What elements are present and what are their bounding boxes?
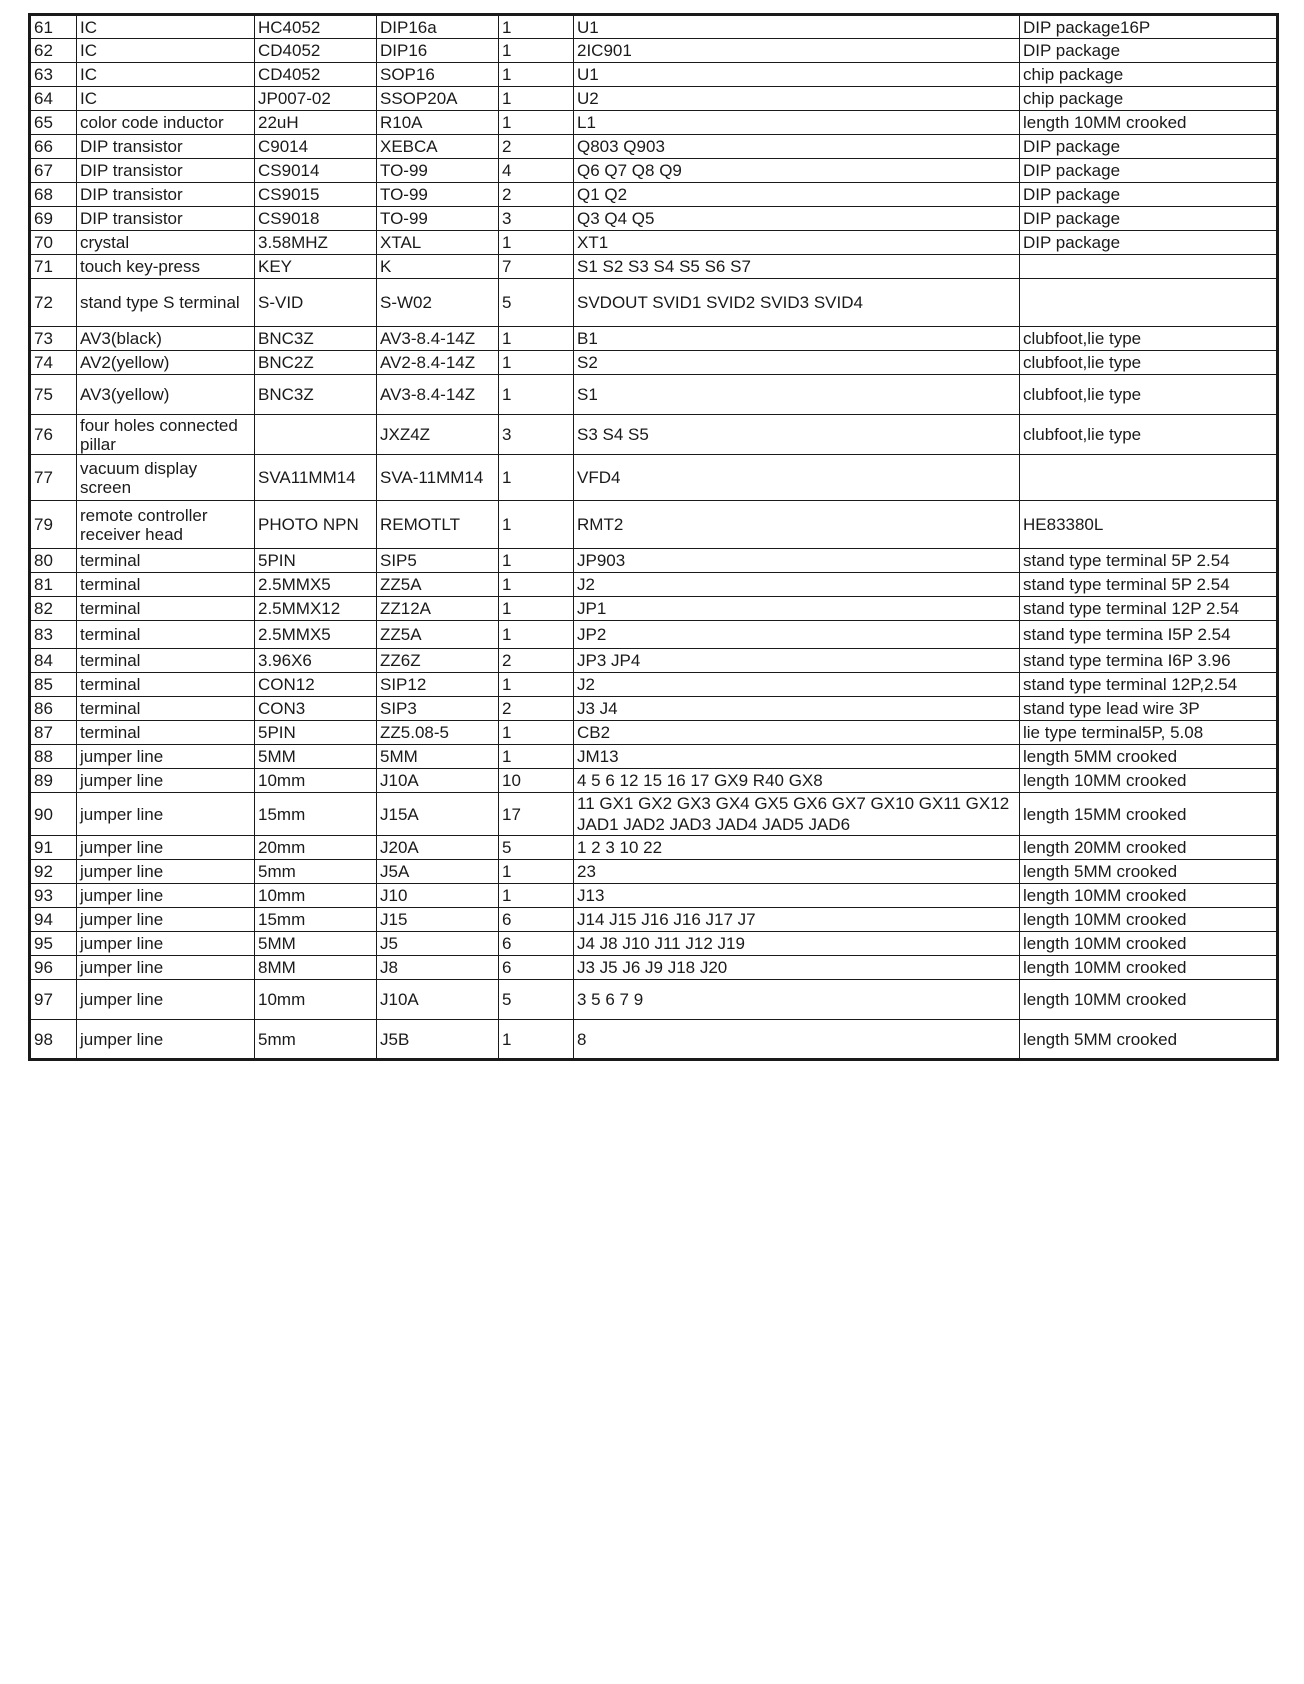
remark-cell: clubfoot,lie type: [1020, 375, 1278, 415]
remark-cell: stand type termina I5P 2.54: [1020, 621, 1278, 649]
table-row: [30, 932, 1278, 956]
remark-cell: DIP package16P: [1020, 15, 1278, 39]
remark-cell: length 10MM crooked: [1020, 980, 1278, 1020]
reference-cell: S1 S2 S3 S4 S5 S6 S7: [574, 255, 1020, 279]
bom-table-body: [30, 15, 1278, 1060]
item-number-cell: 92: [30, 860, 77, 884]
quantity-cell: 3: [499, 207, 574, 231]
item-number-cell: 75: [30, 375, 77, 415]
reference-cell: 11 GX1 GX2 GX3 GX4 GX5 GX6 GX7 GX10 GX11 GX12 JAD1 JAD2 JAD3 JAD4 JAD5 JAD6: [574, 793, 1020, 836]
table-row: [30, 793, 1278, 836]
part-name-cell: stand type S terminal: [77, 279, 255, 327]
quantity-cell: 1: [499, 860, 574, 884]
item-number-cell: 77: [30, 455, 77, 501]
remark-cell: [1020, 455, 1278, 501]
part-name-cell: jumper line: [77, 956, 255, 980]
quantity-cell: 1: [499, 721, 574, 745]
part-spec-cell: HC4052: [255, 15, 377, 39]
part-name-cell: terminal: [77, 597, 255, 621]
quantity-cell: 1: [499, 1020, 574, 1060]
part-spec-cell: BNC3Z: [255, 327, 377, 351]
item-number-cell: 76: [30, 415, 77, 455]
item-number-cell: 89: [30, 769, 77, 793]
remark-cell: length 10MM crooked: [1020, 908, 1278, 932]
bom-page: [28, 13, 1276, 1061]
reference-cell: JP2: [574, 621, 1020, 649]
item-number-cell: 68: [30, 183, 77, 207]
part-name-cell: DIP transistor: [77, 183, 255, 207]
table-row: [30, 87, 1278, 111]
table-row: [30, 697, 1278, 721]
part-spec-cell: 8MM: [255, 956, 377, 980]
part-name-cell: terminal: [77, 549, 255, 573]
quantity-cell: 1: [499, 673, 574, 697]
part-spec-cell: CS9018: [255, 207, 377, 231]
part-name-cell: terminal: [77, 621, 255, 649]
part-name-cell: IC: [77, 87, 255, 111]
package-cell: SVA-11MM14: [377, 455, 499, 501]
part-name-cell: jumper line: [77, 836, 255, 860]
remark-cell: length 5MM crooked: [1020, 860, 1278, 884]
part-name-cell: jumper line: [77, 745, 255, 769]
remark-cell: stand type terminal 12P 2.54: [1020, 597, 1278, 621]
part-name-cell: four holes connected pillar: [77, 415, 255, 455]
table-row: [30, 956, 1278, 980]
part-spec-cell: [255, 415, 377, 455]
package-cell: K: [377, 255, 499, 279]
reference-cell: Q6 Q7 Q8 Q9: [574, 159, 1020, 183]
part-name-cell: remote controller receiver head: [77, 501, 255, 549]
part-spec-cell: SVA11MM14: [255, 455, 377, 501]
remark-cell: length 10MM crooked: [1020, 111, 1278, 135]
package-cell: SIP3: [377, 697, 499, 721]
part-spec-cell: CS9014: [255, 159, 377, 183]
part-name-cell: jumper line: [77, 793, 255, 836]
part-spec-cell: 2.5MMX12: [255, 597, 377, 621]
part-name-cell: terminal: [77, 697, 255, 721]
reference-cell: U1: [574, 15, 1020, 39]
part-spec-cell: 5mm: [255, 1020, 377, 1060]
quantity-cell: 1: [499, 231, 574, 255]
quantity-cell: 1: [499, 597, 574, 621]
part-name-cell: jumper line: [77, 980, 255, 1020]
quantity-cell: 1: [499, 327, 574, 351]
part-spec-cell: 5PIN: [255, 549, 377, 573]
package-cell: J15A: [377, 793, 499, 836]
quantity-cell: 2: [499, 697, 574, 721]
item-number-cell: 79: [30, 501, 77, 549]
part-spec-cell: 20mm: [255, 836, 377, 860]
table-row: [30, 135, 1278, 159]
part-spec-cell: S-VID: [255, 279, 377, 327]
package-cell: JXZ4Z: [377, 415, 499, 455]
reference-cell: U2: [574, 87, 1020, 111]
part-spec-cell: CD4052: [255, 63, 377, 87]
reference-cell: JP903: [574, 549, 1020, 573]
bom-table: [28, 13, 1279, 1061]
item-number-cell: 74: [30, 351, 77, 375]
package-cell: J10: [377, 884, 499, 908]
table-row: [30, 501, 1278, 549]
package-cell: J5A: [377, 860, 499, 884]
table-row: [30, 549, 1278, 573]
part-spec-cell: 5mm: [255, 860, 377, 884]
item-number-cell: 69: [30, 207, 77, 231]
reference-cell: J3 J4: [574, 697, 1020, 721]
remark-cell: stand type termina I6P 3.96: [1020, 649, 1278, 673]
table-row: [30, 721, 1278, 745]
table-row: [30, 327, 1278, 351]
quantity-cell: 7: [499, 255, 574, 279]
part-name-cell: DIP transistor: [77, 207, 255, 231]
package-cell: AV3-8.4-14Z: [377, 327, 499, 351]
quantity-cell: 1: [499, 87, 574, 111]
reference-cell: JM13: [574, 745, 1020, 769]
table-row: [30, 836, 1278, 860]
part-spec-cell: CON3: [255, 697, 377, 721]
reference-cell: JP1: [574, 597, 1020, 621]
item-number-cell: 95: [30, 932, 77, 956]
part-spec-cell: C9014: [255, 135, 377, 159]
package-cell: TO-99: [377, 207, 499, 231]
part-name-cell: crystal: [77, 231, 255, 255]
remark-cell: stand type lead wire 3P: [1020, 697, 1278, 721]
quantity-cell: 1: [499, 111, 574, 135]
package-cell: J8: [377, 956, 499, 980]
part-name-cell: terminal: [77, 721, 255, 745]
quantity-cell: 1: [499, 455, 574, 501]
remark-cell: length 5MM crooked: [1020, 745, 1278, 769]
package-cell: XEBCA: [377, 135, 499, 159]
table-row: [30, 39, 1278, 63]
item-number-cell: 61: [30, 15, 77, 39]
part-spec-cell: 10mm: [255, 769, 377, 793]
reference-cell: B1: [574, 327, 1020, 351]
part-spec-cell: 2.5MMX5: [255, 621, 377, 649]
reference-cell: Q3 Q4 Q5: [574, 207, 1020, 231]
item-number-cell: 73: [30, 327, 77, 351]
reference-cell: J13: [574, 884, 1020, 908]
remark-cell: DIP package: [1020, 183, 1278, 207]
item-number-cell: 91: [30, 836, 77, 860]
remark-cell: DIP package: [1020, 159, 1278, 183]
remark-cell: lie type terminal5P, 5.08: [1020, 721, 1278, 745]
quantity-cell: 17: [499, 793, 574, 836]
part-name-cell: terminal: [77, 673, 255, 697]
item-number-cell: 85: [30, 673, 77, 697]
quantity-cell: 1: [499, 39, 574, 63]
remark-cell: length 5MM crooked: [1020, 1020, 1278, 1060]
reference-cell: JP3 JP4: [574, 649, 1020, 673]
item-number-cell: 70: [30, 231, 77, 255]
part-name-cell: jumper line: [77, 769, 255, 793]
package-cell: S-W02: [377, 279, 499, 327]
quantity-cell: 1: [499, 501, 574, 549]
reference-cell: 23: [574, 860, 1020, 884]
quantity-cell: 1: [499, 884, 574, 908]
reference-cell: 2IC901: [574, 39, 1020, 63]
quantity-cell: 1: [499, 573, 574, 597]
reference-cell: J14 J15 J16 J16 J17 J7: [574, 908, 1020, 932]
part-name-cell: jumper line: [77, 932, 255, 956]
table-row: [30, 884, 1278, 908]
part-name-cell: terminal: [77, 649, 255, 673]
quantity-cell: 1: [499, 351, 574, 375]
reference-cell: VFD4: [574, 455, 1020, 501]
package-cell: AV3-8.4-14Z: [377, 375, 499, 415]
item-number-cell: 71: [30, 255, 77, 279]
part-spec-cell: 15mm: [255, 793, 377, 836]
item-number-cell: 66: [30, 135, 77, 159]
remark-cell: stand type terminal 5P 2.54: [1020, 573, 1278, 597]
part-name-cell: vacuum display screen: [77, 455, 255, 501]
reference-cell: S1: [574, 375, 1020, 415]
quantity-cell: 2: [499, 135, 574, 159]
reference-cell: SVDOUT SVID1 SVID2 SVID3 SVID4: [574, 279, 1020, 327]
package-cell: AV2-8.4-14Z: [377, 351, 499, 375]
part-spec-cell: KEY: [255, 255, 377, 279]
reference-cell: S3 S4 S5: [574, 415, 1020, 455]
part-spec-cell: CS9015: [255, 183, 377, 207]
part-spec-cell: 10mm: [255, 884, 377, 908]
quantity-cell: 4: [499, 159, 574, 183]
reference-cell: 8: [574, 1020, 1020, 1060]
table-row: [30, 673, 1278, 697]
quantity-cell: 5: [499, 279, 574, 327]
part-spec-cell: BNC3Z: [255, 375, 377, 415]
item-number-cell: 88: [30, 745, 77, 769]
item-number-cell: 64: [30, 87, 77, 111]
reference-cell: S2: [574, 351, 1020, 375]
package-cell: REMOTLT: [377, 501, 499, 549]
reference-cell: J2: [574, 573, 1020, 597]
remark-cell: chip package: [1020, 87, 1278, 111]
remark-cell: DIP package: [1020, 39, 1278, 63]
remark-cell: HE83380L: [1020, 501, 1278, 549]
remark-cell: clubfoot,lie type: [1020, 415, 1278, 455]
item-number-cell: 94: [30, 908, 77, 932]
table-row: [30, 375, 1278, 415]
quantity-cell: 5: [499, 980, 574, 1020]
item-number-cell: 98: [30, 1020, 77, 1060]
reference-cell: Q803 Q903: [574, 135, 1020, 159]
table-row: [30, 769, 1278, 793]
part-spec-cell: CD4052: [255, 39, 377, 63]
table-row: [30, 597, 1278, 621]
remark-cell: length 20MM crooked: [1020, 836, 1278, 860]
table-row: [30, 183, 1278, 207]
item-number-cell: 87: [30, 721, 77, 745]
remark-cell: length 10MM crooked: [1020, 932, 1278, 956]
quantity-cell: 2: [499, 649, 574, 673]
remark-cell: DIP package: [1020, 135, 1278, 159]
quantity-cell: 1: [499, 15, 574, 39]
part-spec-cell: 3.58MHZ: [255, 231, 377, 255]
package-cell: ZZ5A: [377, 621, 499, 649]
reference-cell: L1: [574, 111, 1020, 135]
part-spec-cell: 5MM: [255, 745, 377, 769]
package-cell: J5: [377, 932, 499, 956]
table-row: [30, 159, 1278, 183]
part-spec-cell: 5MM: [255, 932, 377, 956]
package-cell: J20A: [377, 836, 499, 860]
package-cell: J15: [377, 908, 499, 932]
part-name-cell: jumper line: [77, 1020, 255, 1060]
table-row: [30, 207, 1278, 231]
package-cell: DIP16a: [377, 15, 499, 39]
part-spec-cell: CON12: [255, 673, 377, 697]
item-number-cell: 84: [30, 649, 77, 673]
reference-cell: 1 2 3 10 22: [574, 836, 1020, 860]
item-number-cell: 96: [30, 956, 77, 980]
remark-cell: DIP package: [1020, 231, 1278, 255]
part-name-cell: jumper line: [77, 860, 255, 884]
package-cell: R10A: [377, 111, 499, 135]
part-name-cell: jumper line: [77, 884, 255, 908]
item-number-cell: 97: [30, 980, 77, 1020]
reference-cell: CB2: [574, 721, 1020, 745]
table-row: [30, 745, 1278, 769]
item-number-cell: 93: [30, 884, 77, 908]
part-spec-cell: 2.5MMX5: [255, 573, 377, 597]
table-row: [30, 111, 1278, 135]
reference-cell: XT1: [574, 231, 1020, 255]
item-number-cell: 90: [30, 793, 77, 836]
table-row: [30, 455, 1278, 501]
part-spec-cell: 5PIN: [255, 721, 377, 745]
package-cell: SIP12: [377, 673, 499, 697]
part-spec-cell: 15mm: [255, 908, 377, 932]
package-cell: J10A: [377, 769, 499, 793]
part-name-cell: DIP transistor: [77, 159, 255, 183]
remark-cell: DIP package: [1020, 207, 1278, 231]
item-number-cell: 67: [30, 159, 77, 183]
part-spec-cell: JP007-02: [255, 87, 377, 111]
part-name-cell: AV3(black): [77, 327, 255, 351]
part-name-cell: AV3(yellow): [77, 375, 255, 415]
quantity-cell: 2: [499, 183, 574, 207]
part-name-cell: terminal: [77, 573, 255, 597]
remark-cell: clubfoot,lie type: [1020, 327, 1278, 351]
reference-cell: J3 J5 J6 J9 J18 J20: [574, 956, 1020, 980]
reference-cell: J2: [574, 673, 1020, 697]
remark-cell: length 10MM crooked: [1020, 769, 1278, 793]
table-row: [30, 415, 1278, 455]
remark-cell: [1020, 279, 1278, 327]
part-spec-cell: 10mm: [255, 980, 377, 1020]
quantity-cell: 10: [499, 769, 574, 793]
package-cell: 5MM: [377, 745, 499, 769]
package-cell: TO-99: [377, 183, 499, 207]
item-number-cell: 83: [30, 621, 77, 649]
part-spec-cell: PHOTO NPN: [255, 501, 377, 549]
quantity-cell: 1: [499, 745, 574, 769]
reference-cell: RMT2: [574, 501, 1020, 549]
part-name-cell: touch key-press: [77, 255, 255, 279]
quantity-cell: 6: [499, 932, 574, 956]
package-cell: DIP16: [377, 39, 499, 63]
remark-cell: length 15MM crooked: [1020, 793, 1278, 836]
remark-cell: stand type terminal 12P,2.54: [1020, 673, 1278, 697]
table-row: [30, 980, 1278, 1020]
quantity-cell: 6: [499, 908, 574, 932]
package-cell: XTAL: [377, 231, 499, 255]
item-number-cell: 63: [30, 63, 77, 87]
package-cell: SSOP20A: [377, 87, 499, 111]
part-name-cell: color code inductor: [77, 111, 255, 135]
table-row: [30, 255, 1278, 279]
reference-cell: Q1 Q2: [574, 183, 1020, 207]
item-number-cell: 80: [30, 549, 77, 573]
table-row: [30, 231, 1278, 255]
table-row: [30, 573, 1278, 597]
reference-cell: 4 5 6 12 15 16 17 GX9 R40 GX8: [574, 769, 1020, 793]
table-row: [30, 860, 1278, 884]
remark-cell: clubfoot,lie type: [1020, 351, 1278, 375]
quantity-cell: 5: [499, 836, 574, 860]
part-spec-cell: BNC2Z: [255, 351, 377, 375]
quantity-cell: 1: [499, 63, 574, 87]
table-row: [30, 15, 1278, 39]
reference-cell: J4 J8 J10 J11 J12 J19: [574, 932, 1020, 956]
part-name-cell: AV2(yellow): [77, 351, 255, 375]
table-row: [30, 63, 1278, 87]
item-number-cell: 72: [30, 279, 77, 327]
package-cell: J5B: [377, 1020, 499, 1060]
remark-cell: [1020, 255, 1278, 279]
part-spec-cell: 22uH: [255, 111, 377, 135]
item-number-cell: 82: [30, 597, 77, 621]
item-number-cell: 86: [30, 697, 77, 721]
package-cell: SOP16: [377, 63, 499, 87]
part-name-cell: DIP transistor: [77, 135, 255, 159]
package-cell: ZZ5.08-5: [377, 721, 499, 745]
item-number-cell: 62: [30, 39, 77, 63]
quantity-cell: 3: [499, 415, 574, 455]
table-row: [30, 351, 1278, 375]
item-number-cell: 81: [30, 573, 77, 597]
part-name-cell: IC: [77, 39, 255, 63]
item-number-cell: 65: [30, 111, 77, 135]
quantity-cell: 1: [499, 375, 574, 415]
quantity-cell: 1: [499, 621, 574, 649]
quantity-cell: 1: [499, 549, 574, 573]
package-cell: TO-99: [377, 159, 499, 183]
part-name-cell: IC: [77, 63, 255, 87]
package-cell: ZZ6Z: [377, 649, 499, 673]
remark-cell: stand type terminal 5P 2.54: [1020, 549, 1278, 573]
reference-cell: 3 5 6 7 9: [574, 980, 1020, 1020]
package-cell: SIP5: [377, 549, 499, 573]
table-row: [30, 279, 1278, 327]
table-row: [30, 649, 1278, 673]
table-row: [30, 908, 1278, 932]
part-name-cell: jumper line: [77, 908, 255, 932]
table-row: [30, 1020, 1278, 1060]
part-spec-cell: 3.96X6: [255, 649, 377, 673]
part-name-cell: IC: [77, 15, 255, 39]
package-cell: J10A: [377, 980, 499, 1020]
package-cell: ZZ12A: [377, 597, 499, 621]
remark-cell: length 10MM crooked: [1020, 884, 1278, 908]
package-cell: ZZ5A: [377, 573, 499, 597]
quantity-cell: 6: [499, 956, 574, 980]
table-row: [30, 621, 1278, 649]
remark-cell: length 10MM crooked: [1020, 956, 1278, 980]
remark-cell: chip package: [1020, 63, 1278, 87]
reference-cell: U1: [574, 63, 1020, 87]
